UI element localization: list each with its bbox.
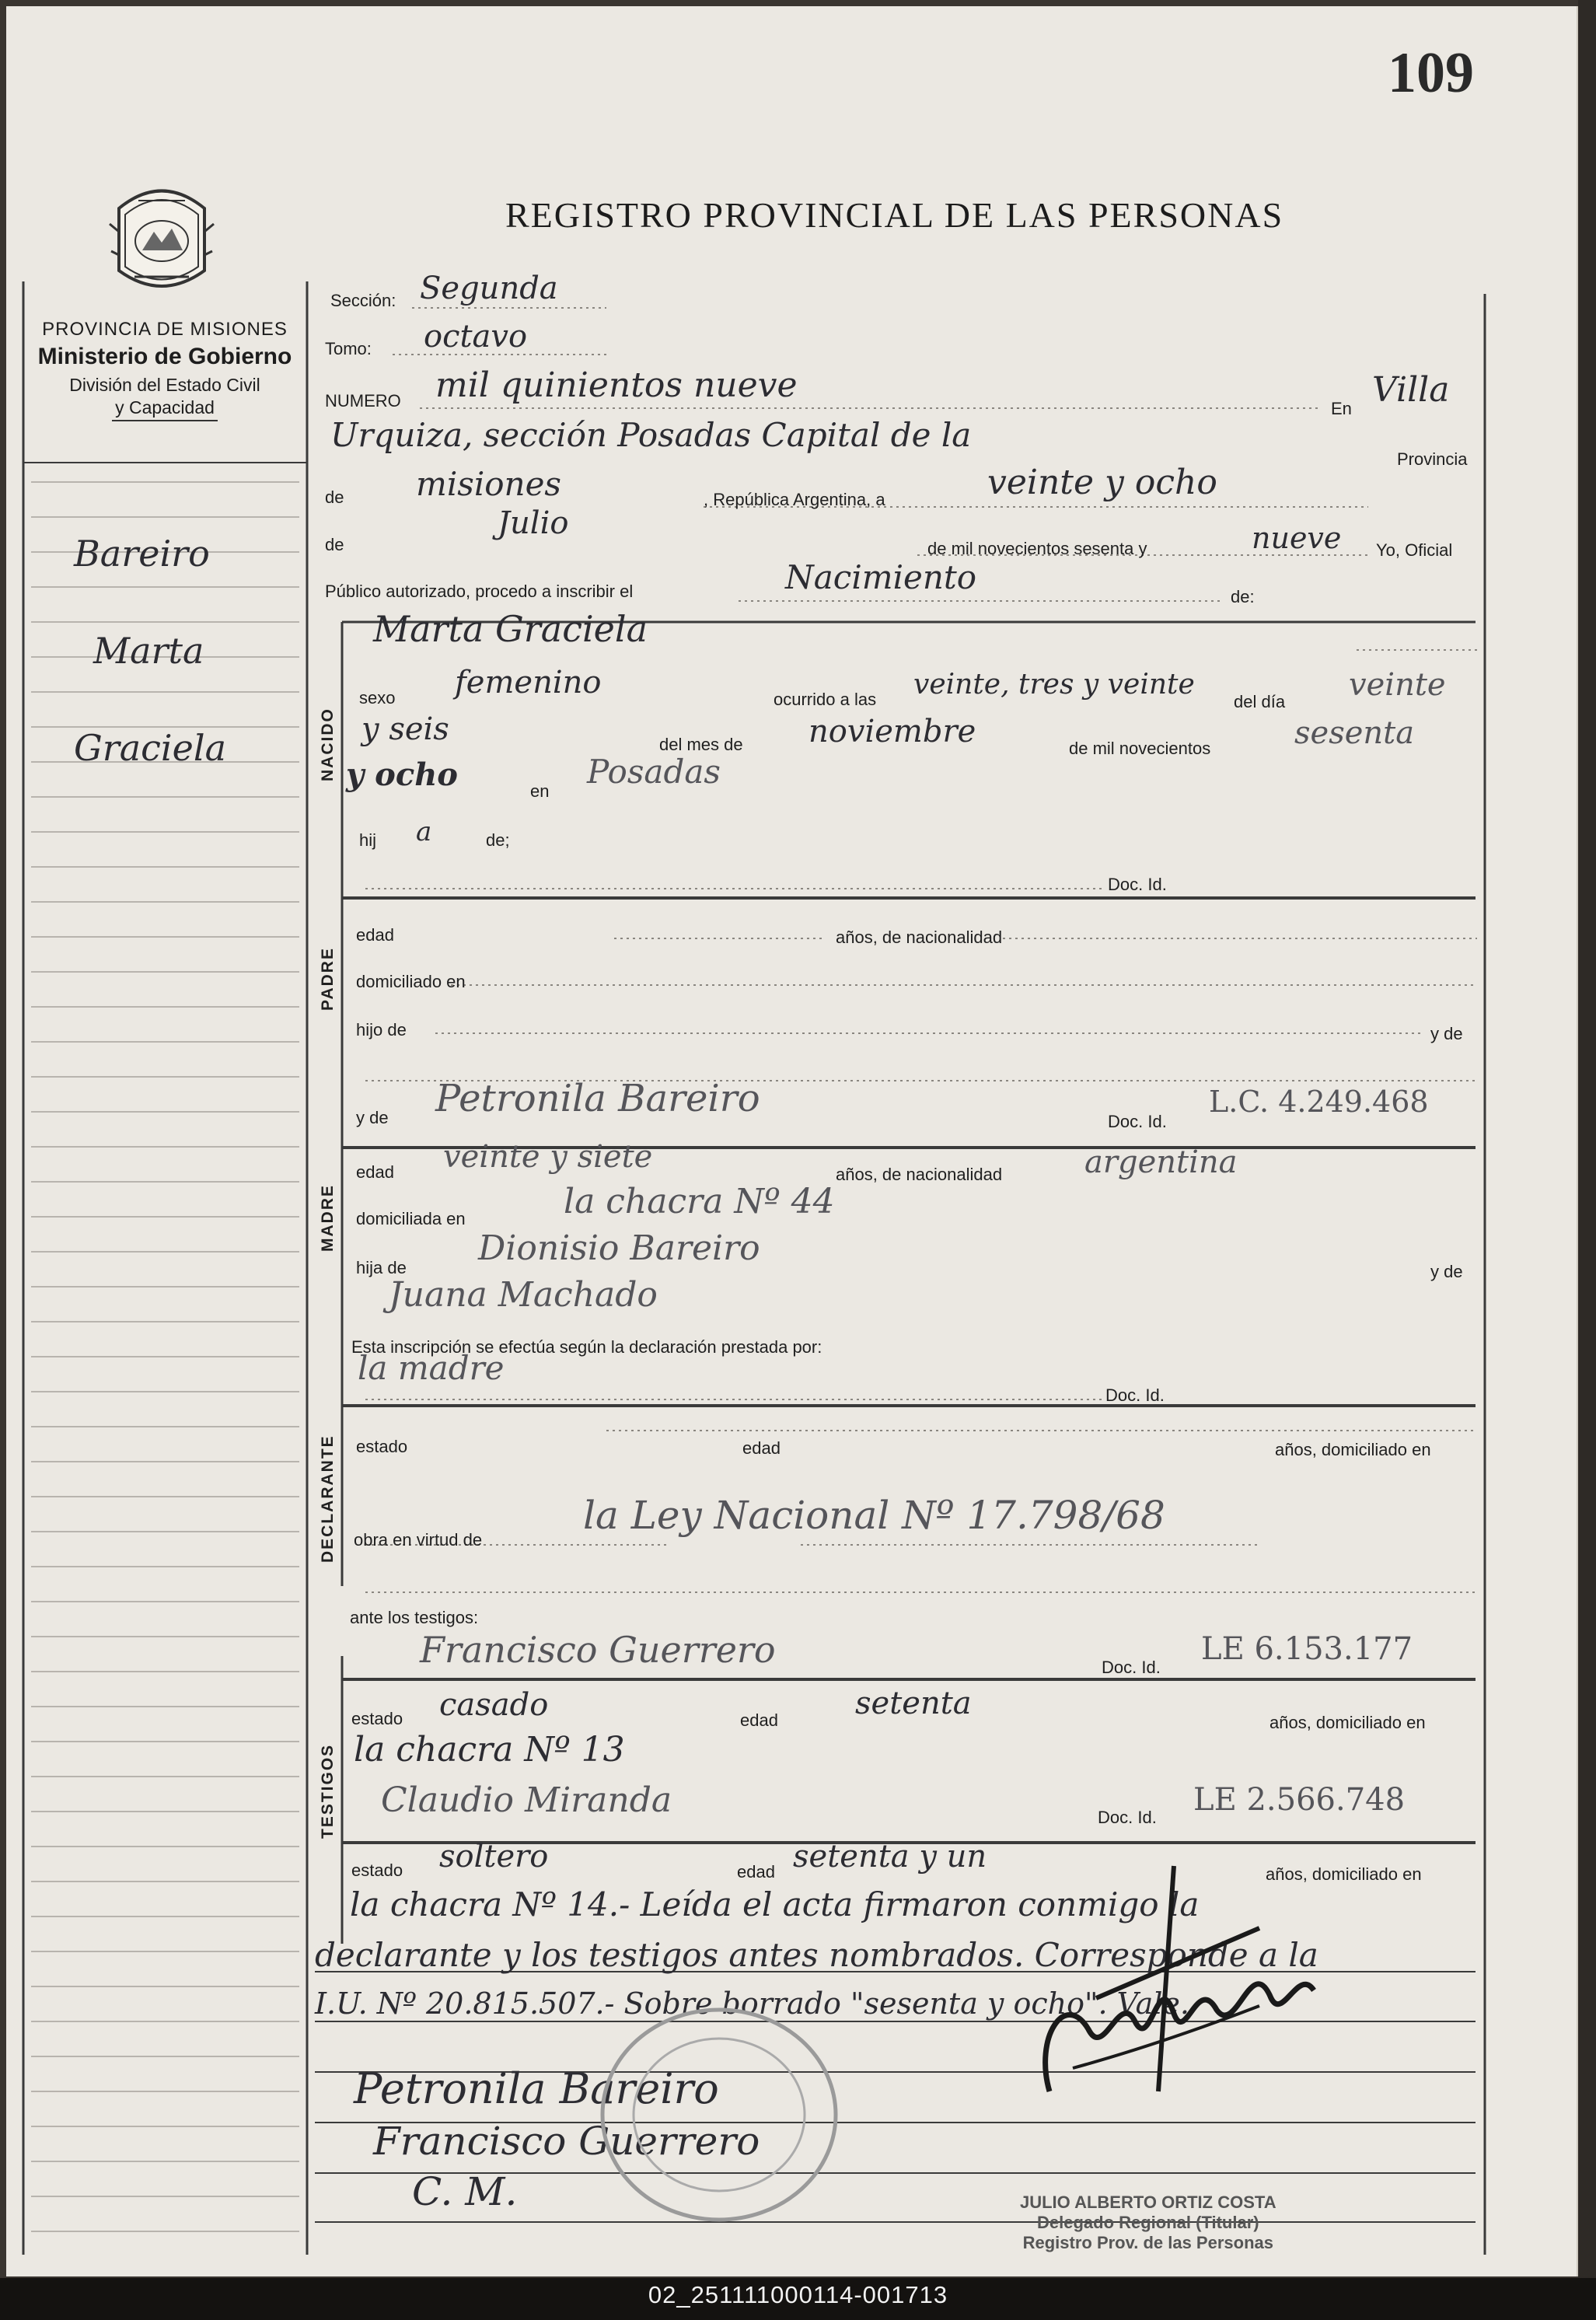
label-de-dos: de:: [1231, 587, 1255, 606]
field-anio-nac-2: y ocho: [346, 756, 458, 793]
label-tomo: Tomo:: [325, 339, 372, 358]
field-numero: mil quinientos nueve: [435, 365, 798, 405]
field-testigo2-estado: soltero: [439, 1839, 549, 1875]
field-cierre-3: I.U. Nº 20.815.507.- Sobre borrado "sesenta y ocho". Vale.: [315, 1986, 1189, 2021]
label-del-mes: del mes de: [659, 735, 743, 754]
section-padre: PADRE: [319, 947, 337, 1011]
field-madre-padre: Dionisio Bareiro: [478, 1228, 760, 1268]
signature-testigo1: Francisco Guerrero: [373, 2119, 760, 2164]
label-testigo2-edad: edad: [737, 1862, 775, 1882]
field-declarante: la madre: [358, 1349, 505, 1387]
label-ante-testigos: ante los testigos:: [350, 1608, 479, 1627]
label-testigo2-estado: estado: [351, 1861, 403, 1880]
label-testigo1-doc: Doc. Id.: [1102, 1658, 1161, 1677]
signature-testigo2: C. M.: [412, 2169, 518, 2214]
signature-madre: Petronila Bareiro: [354, 2064, 719, 2113]
field-testigo2-doc: LE 2.566.748: [1193, 1782, 1406, 1818]
field-testigo1: Francisco Guerrero: [420, 1629, 776, 1671]
field-testigo2-edad: setenta y un: [793, 1839, 987, 1875]
label-testigo1-estado: estado: [351, 1709, 403, 1728]
label-declarante-edad: edad: [742, 1438, 781, 1458]
label-en: En: [1331, 399, 1352, 418]
field-madre-edad: veinte y siete: [443, 1139, 653, 1175]
footer-image-id: 02_251111000114-001713: [648, 2281, 948, 2308]
field-testigo1-edad: setenta: [855, 1686, 972, 1721]
field-lugar-2: Urquiza, sección Posadas Capital de la: [330, 416, 972, 454]
section-nacido: NACIDO: [319, 708, 337, 781]
margin-note-surname: Bareiro: [74, 533, 210, 575]
margin-note-name: Marta: [93, 630, 204, 672]
label-de-semi: de;: [486, 830, 510, 850]
section-madre: MADRE: [319, 1184, 337, 1252]
field-hija-suffix: a: [416, 816, 432, 847]
ministry-name: Ministerio de Gobierno: [37, 344, 292, 369]
label-madre-doc: Doc. Id.: [1108, 1112, 1167, 1131]
label-de-mes: de: [325, 535, 344, 554]
label-declarante-estado: estado: [356, 1437, 408, 1456]
official-stamp: [1020, 2192, 1276, 2253]
field-anio-fecha: nueve: [1252, 521, 1342, 555]
label-madre-dom: domiciliada en: [356, 1209, 466, 1228]
field-testigo1-doc: LE 6.153.177: [1201, 1631, 1413, 1667]
field-testigo1-dom: la chacra Nº 13: [354, 1730, 625, 1770]
label-yo-oficial: Yo, Oficial: [1376, 540, 1453, 560]
field-testigo1-estado: casado: [439, 1687, 549, 1723]
margin-note-middle-name: Graciela: [74, 727, 226, 769]
label-madre-nac: años, de nacionalidad: [836, 1165, 1003, 1184]
label-doc-id-nacido: Doc. Id.: [1108, 875, 1167, 894]
label-madre-y-de2: y de: [1430, 1262, 1463, 1281]
field-mes-nac: noviembre: [808, 714, 976, 749]
label-provincia: Provincia: [1397, 449, 1468, 469]
label-de-mil: de mil novecientos sesenta y: [927, 539, 1147, 558]
label-republica: , República Argentina, a: [704, 490, 885, 509]
division-name: División del Estado Civil: [69, 375, 260, 395]
page-number: 109: [1388, 41, 1474, 105]
label-de-mil-nov: de mil novecientos: [1069, 739, 1211, 758]
label-seccion: Sección:: [330, 291, 396, 310]
label-testigo1-dom: años, domiciliado en: [1269, 1713, 1426, 1732]
label-numero: NUMERO: [325, 391, 401, 411]
label-de: de: [325, 487, 344, 507]
field-seccion: Segunda: [420, 271, 558, 306]
label-declarante-dom: años, domiciliado en: [1275, 1440, 1431, 1459]
stamp-role: Delegado Regional (Titular): [1036, 2213, 1259, 2232]
label-madre-hija: hija de: [356, 1258, 407, 1277]
field-madre-nacionalidad: argentina: [1084, 1144, 1238, 1180]
field-cierre-1: la chacra Nº 14.- Leída el acta firmaron conmigo la: [350, 1885, 1200, 1923]
label-esta-inscripcion: Esta inscripción se efectúa según la declaración prestada por:: [351, 1337, 822, 1357]
label-publico: Público autorizado, procedo a inscribir el: [325, 582, 634, 601]
field-dia-nac-2: y seis: [361, 711, 449, 747]
label-padre-hijo: hijo de: [356, 1020, 407, 1039]
field-madre-madre: Juana Machado: [389, 1275, 658, 1315]
label-padre-dom: domiciliado en: [356, 972, 466, 991]
registry-seal-icon: [591, 1998, 847, 2231]
field-mes-fecha: Julio: [498, 505, 569, 541]
field-cierre-2: declarante y los testigos antes nombrados. Corresponde a la: [315, 1936, 1318, 1974]
label-sexo: sexo: [359, 688, 396, 708]
label-madre-y-de: y de: [356, 1108, 389, 1127]
label-declarante-doc: Doc. Id.: [1105, 1385, 1165, 1405]
field-dia-nac-1: veinte: [1349, 667, 1446, 703]
label-obra: obra en virtud de: [354, 1530, 483, 1550]
field-tipo: Nacimiento: [785, 558, 977, 596]
label-padre-nac: años, de nacionalidad: [836, 928, 1003, 947]
field-hora: veinte, tres y veinte: [913, 669, 1195, 701]
field-dia-fecha: veinte y ocho: [987, 463, 1217, 502]
label-padre-y-de: y de: [1430, 1024, 1463, 1043]
field-provincia: misiones: [416, 465, 561, 503]
division-name-2: y Capacidad: [112, 397, 218, 421]
province-name: PROVINCIA DE MISIONES: [42, 319, 288, 340]
label-madre-edad: edad: [356, 1162, 394, 1182]
field-nombre: Marta Graciela: [373, 608, 648, 650]
page-title: REGISTRO PROVINCIAL DE LAS PERSONAS: [505, 195, 1284, 235]
field-lugar-nac: Posadas: [587, 753, 721, 791]
label-padre-edad: edad: [356, 925, 394, 945]
field-madre-domicilio: la chacra Nº 44: [564, 1182, 835, 1221]
label-testigo2-dom: años, domiciliado en: [1266, 1864, 1422, 1884]
label-hija: hij: [359, 830, 377, 850]
stamp-office: Registro Prov. de las Personas: [1022, 2233, 1273, 2252]
section-declarante: DECLARANTE: [319, 1434, 337, 1563]
field-sexo: femenino: [455, 665, 602, 701]
field-anio-nac-1: sesenta: [1294, 715, 1415, 751]
field-madre-doc: L.C. 4.249.468: [1209, 1085, 1429, 1119]
label-testigo1-edad: edad: [740, 1710, 778, 1730]
field-madre-nombre: Petronila Bareiro: [435, 1077, 760, 1120]
field-testigo2: Claudio Miranda: [381, 1780, 672, 1820]
label-en-lugar: en: [530, 781, 550, 801]
field-ley: la Ley Nacional Nº 17.798/68: [583, 1493, 1165, 1538]
stamp-name: JULIO ALBERTO ORTIZ COSTA: [1020, 2192, 1276, 2212]
official-signature-icon: [1003, 1835, 1329, 2130]
field-lugar-1: Villa: [1372, 370, 1450, 410]
label-testigo2-doc: Doc. Id.: [1098, 1808, 1157, 1827]
section-testigos: TESTIGOS: [319, 1743, 337, 1839]
label-ocurrido: ocurrido a las: [774, 690, 877, 709]
field-tomo: octavo: [424, 319, 528, 355]
label-del-dia: del día: [1234, 692, 1286, 711]
